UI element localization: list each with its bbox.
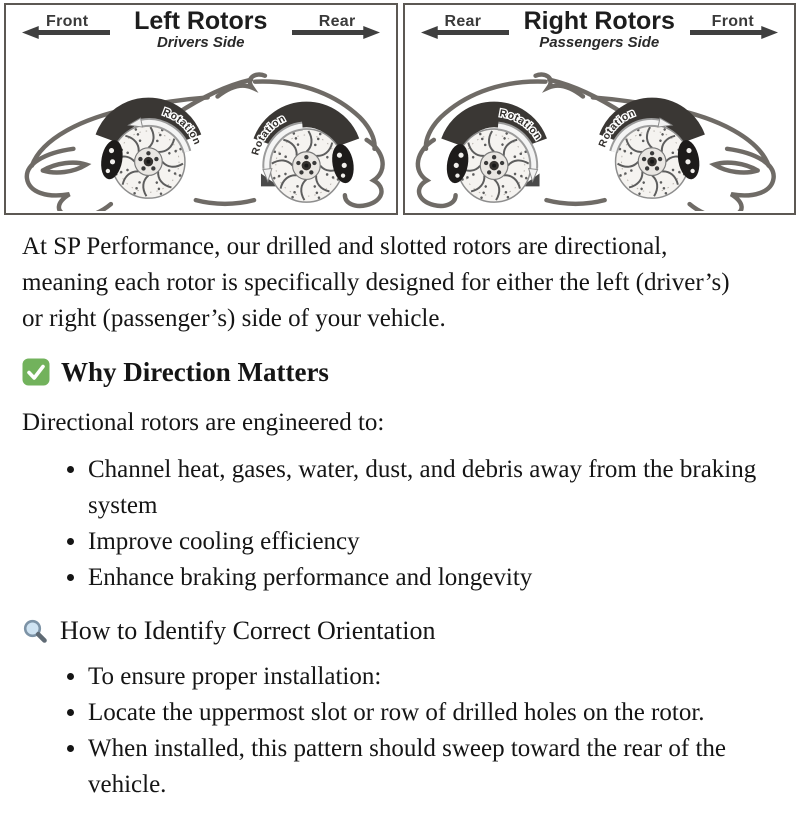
rotor-direction-diagram: [0, 0, 800, 215]
right-rotors-panel: [403, 3, 797, 215]
right-arrow-icon: [690, 26, 778, 39]
intro-paragraph: At SP Performance, our drilled and slotted rotors are directional, meaning each rotor is specifically designed for either the left (driver’s) or right (passenger’s) side of your vehicle.: [22, 233, 730, 332]
direction-text: Front: [711, 13, 754, 30]
rear-direction-label: [292, 13, 380, 39]
panel-title: Left Rotors: [134, 7, 268, 35]
panel-subtitle: Passengers Side: [539, 34, 660, 52]
heading-text: How to Identify Correct Orientation: [60, 616, 436, 645]
magnifying-glass-icon: [22, 618, 49, 645]
right-arrow-icon: [292, 26, 380, 39]
bullet-item: • To ensure proper installation:: [88, 659, 760, 695]
rotation-label: Rotation: [596, 107, 637, 149]
bullet-item: • When installed, this pattern should sweep toward the rear of the vehicle.: [88, 731, 760, 803]
heading-text: Why Direction Matters: [61, 357, 329, 387]
section-heading-why-direction-matters: [22, 355, 760, 389]
panel-subtitle: Drivers Side: [156, 34, 245, 52]
left-panel-header: [6, 5, 396, 55]
panel-title: Right Rotors: [523, 7, 675, 35]
article: [0, 229, 800, 827]
check-mark-icon: [22, 358, 50, 386]
benefits-list: [22, 452, 760, 596]
rotation-label: Rotation: [161, 106, 203, 147]
bullet-item: • Channel heat, gases, water, dust, and debris away from the braking system: [88, 452, 760, 524]
lead-paragraph: Directional rotors are engineered to:: [22, 409, 385, 436]
bullet-item: • Locate the uppermost slot or row of drilled holes on the rotor.: [88, 695, 760, 731]
orientation-steps-list: [22, 659, 760, 803]
section-heading-identify-orientation: [22, 614, 760, 648]
bullet-item: • Improve cooling efficiency: [88, 524, 760, 560]
bullet-item: • Enhance braking performance and longevity: [88, 560, 760, 596]
left-rotors-panel: [4, 3, 398, 215]
direction-text: Rear: [444, 13, 482, 30]
direction-text: Rear: [318, 13, 356, 30]
right-panel-header: [405, 5, 795, 55]
left-car-illustration: [6, 55, 396, 211]
rotation-label: Rotation: [497, 108, 544, 143]
rotation-label: Rotation: [250, 113, 288, 157]
right-car-illustration: [405, 55, 795, 211]
direction-text: Front: [46, 13, 89, 30]
front-direction-label: [690, 13, 778, 39]
